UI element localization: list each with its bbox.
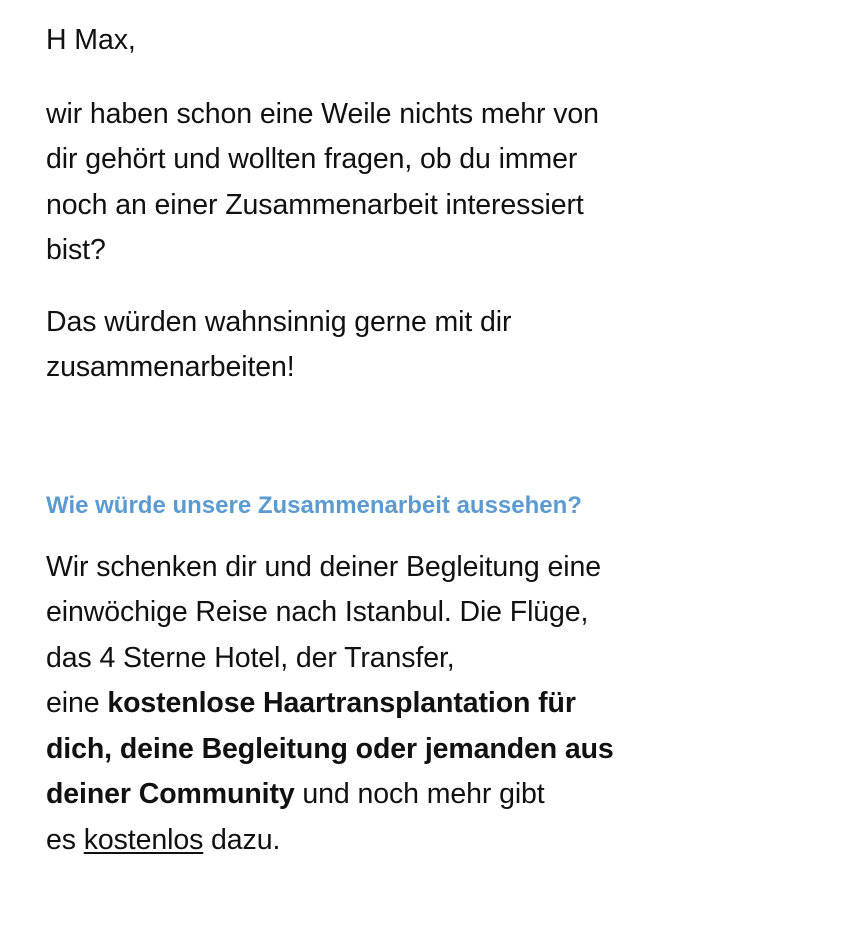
offer-text: dazu. bbox=[203, 823, 281, 856]
offer-text: eine bbox=[46, 687, 108, 719]
paragraph-line bbox=[46, 818, 746, 864]
paragraph-line bbox=[46, 772, 746, 818]
paragraph-line bbox=[46, 727, 746, 773]
paragraph-line: noch an einer Zusammenarbeit interessiert bbox=[46, 188, 584, 221]
paragraph-line: Das würden wahnsinnig gerne mit dir bbox=[46, 305, 512, 338]
offer-highlight: kostenlose Haartransplantation für bbox=[107, 687, 576, 719]
paragraph-offer bbox=[46, 545, 746, 864]
section-heading: Wie würde unsere Zusammenarbeit aussehen? bbox=[46, 491, 582, 519]
offer-text: und noch mehr gibt bbox=[294, 778, 545, 810]
paragraph-line: wir haben schon eine Weile nichts mehr von bbox=[46, 97, 599, 130]
paragraph-line: das 4 Sterne Hotel, der Transfer, bbox=[46, 641, 455, 674]
email-body bbox=[46, 18, 746, 863]
paragraph-line: einwöchige Reise nach Istanbul. Die Flüge, bbox=[46, 596, 589, 628]
paragraph-collaboration-wish bbox=[46, 300, 746, 391]
greeting: H Max, bbox=[46, 24, 136, 56]
kostenlos-link[interactable]: kostenlos bbox=[83, 823, 204, 856]
paragraph-line: zusammenarbeiten! bbox=[46, 351, 295, 383]
paragraph-line: Wir schenken dir und deiner Begleitung eine bbox=[46, 550, 601, 583]
paragraph-line: bist? bbox=[46, 234, 106, 266]
paragraph-follow-up bbox=[46, 92, 746, 274]
paragraph-line bbox=[46, 681, 746, 727]
offer-text: es bbox=[46, 823, 84, 856]
paragraph-line: dir gehört und wollten fragen, ob du immer bbox=[46, 143, 578, 175]
offer-highlight: dich, deine Begleitung oder jemanden aus bbox=[46, 732, 614, 765]
offer-highlight: deiner Community bbox=[46, 778, 295, 810]
